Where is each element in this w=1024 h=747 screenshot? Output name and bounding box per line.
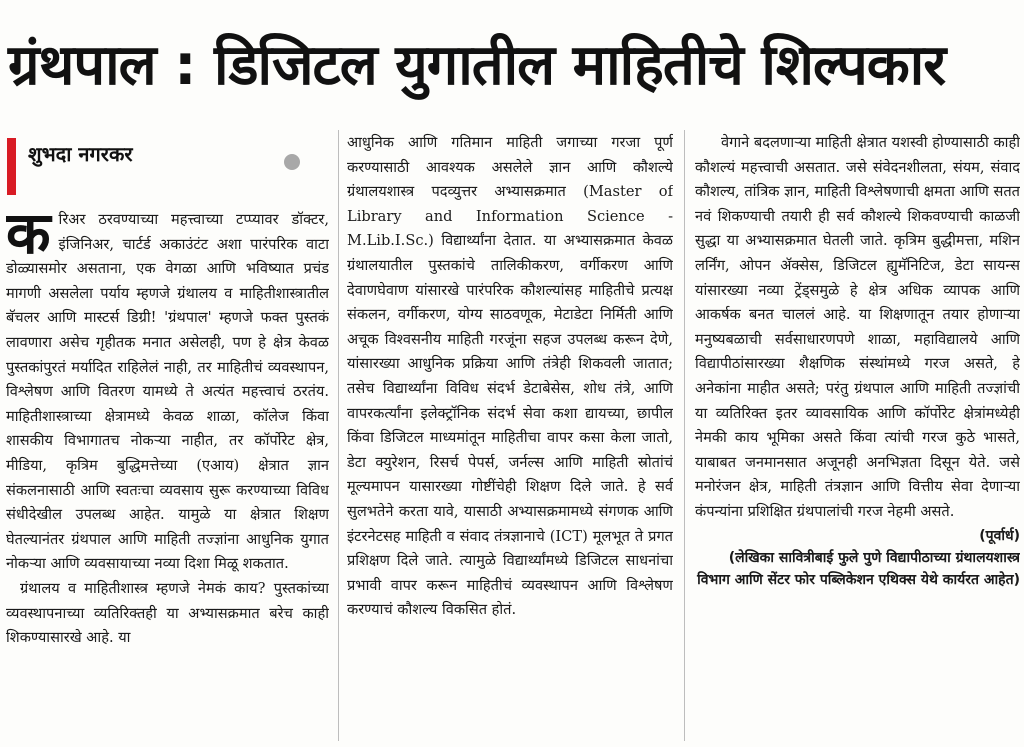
author-note: (लेखिका सावित्रीबाई फुले पुणे विद्यापीठाच्या ग्रंथालयशास्त्र विभाग आणि सेंटर फोर पब्लिकेशन एथिक्स येथे कार्यरत आहेत) (697, 549, 1020, 588)
column-3 (695, 131, 1020, 747)
column-divider (338, 130, 339, 741)
paragraph: ग्रंथालय व माहितीशास्त्र म्हणजे नेमकं काय? पुस्तकांच्या व्यवस्थापनाच्या व्यतिरिक्तही या अभ्यासक्रमात बरेच काही शिकण्यासारखे आहे. या (6, 579, 329, 647)
continued-marker: (पूर्वार्ध) (979, 527, 1020, 544)
drop-cap: क (6, 208, 51, 267)
byline-accent-bar (7, 138, 16, 195)
paragraph: आधुनिक आणि गतिमान माहिती जगाच्या गरजा पूर्ण करण्यासाठी आवश्यक असलेले ज्ञान आणि कौशल्ये ग्रंथालयशास्त्र पदव्युत्तर अभ्यासक्रमात (Master of Library and Information Science - M.Lib.I.Sc.) विद्यार्थ्यांना देतात. या अभ्यासक्रमात केवळ ग्रंथालयातील पुस्तकांचे तालिकीकरण, वर्गीकरण आणि देवाणघेवाण यांसारखे पारंपरिक कौशल्यांसह माहितीचे प्रत्यक्ष संकलन, वर्गीकरण, योग्य साठवणूक, मेटाडेटा निर्मिती आणि अचूक विश्वसनीय माहिती गरजूंना सहज उपलब्ध करून देणे, यांसारख्या आधुनिक प्रक्रिया आणि तंत्रेही शिकवली जातात; तसेच विद्यार्थ्यांना विविध संदर्भ डेटाबेसेस, शोध तंत्रे, आणि वापरकर्त्यांना इलेक्ट्रॉनिक संदर्भ सेवा कशा द्यायच्या, छापील किंवा डिजिटल माध्यमांतून माहितीचा वापर कसा केला जातो, डेटा क्युरेशन, रिसर्च पेपर्स, जर्नल्स आणि माहिती स्रोतांचं मूल्यमापन यासारख्या गोष्टींचेही शिक्षण दिले जाते. हे सर्व सुलभतेने करता यावे, यासाठी अभ्यासक्रमामध्ये संगणक आणि इंटरनेटसह माहिती व संवाद तंत्रज्ञानाचे (ICT) मूलभूत ते प्रगत प्रशिक्षण दिले जाते. त्यामुळे विद्यार्थ्यांमध्ये डिजिटल साधनांचा प्रभावी वापर करून माहितीचं व्यवस्थापन आणि विश्लेषण करण्याचं कौशल्य विकसित होतं. (347, 134, 673, 619)
decorative-dot (284, 154, 300, 170)
column-2 (347, 131, 673, 747)
headline: ग्रंथपाल : डिजिटल युगातील माहितीचे शिल्पकार (8, 33, 946, 98)
byline: शुभदा नगरकर (28, 142, 133, 166)
paragraph: वेगाने बदलणाऱ्या माहिती क्षेत्रात यशस्वी होण्यासाठी काही कौशल्यं महत्त्वाची असतात. जसे संवेदनशीलता, संयम, संवाद कौशल्य, तांत्रिक ज्ञान, माहिती विश्लेषणाची क्षमता आणि सतत नवं शिकण्याची तयारी ही सर्व कौशल्ये शिकवण्याची काळजी सुद्धा या अभ्यासक्रमात घेतली जाते. कृत्रिम बुद्धीमत्ता, मशिन लर्निंग, ओपन ॲक्सेस, डिजिटल ह्युमॅनिटिज, डेटा सायन्स यांसारख्या नव्या ट्रेंड्समुळे हे क्षेत्र अधिक व्यापक आणि आकर्षक बनत चाललं आहे. या शिक्षणातून तयार होणाऱ्या मनुष्यबळाची सर्वसाधारणपणे शाळा, महाविद्यालये आणि विद्यापीठांसारख्या शैक्षणिक संस्थांमध्ये गरज असते, हे अनेकांना माहीत असते; परंतु ग्रंथपाल आणि माहिती तज्ज्ञांची या व्यतिरिक्त इतर व्यावसायिक आणि कॉर्पोरेट क्षेत्रांमध्येही नेमकी काय भूमिका असते किंवा त्यांची गरज कुठे भासते, याबाबत जनमानसात अजूनही अनभिज्ञता दिसून येते. जसे मनोरंजन क्षेत्र, माहिती तंत्रज्ञान आणि वित्तीय सेवा देणाऱ्या कंपन्यांना प्रशिक्षित ग्रंथपालांची गरज नेहमी असते. (695, 134, 1020, 520)
paragraph: रिअर ठरवण्याच्या महत्त्वाच्या टप्प्यावर डॉक्टर, इंजिनिअर, चार्टर्ड अकाउंटंट अशा पारंपरिक वाटा डोळ्यासमोर असताना, एक वेगळा आणि भविष्यात प्रचंड मागणी असलेला पर्याय म्हणजे ग्रंथालय व माहितीशास्त्रातील बॅचलर आणि मास्टर्स डिग्री! 'ग्रंथपाल' म्हणजे फक्त पुस्तकं लावणारा असेच गृहीतक मनात असेलही, पण हे क्षेत्र केवळ पुस्तकांपुरतं मर्यादित राहिलेलं नाही, तर माहितीचं व्यवस्थापन, विश्लेषण आणि वितरण यामध्ये ते अत्यंत महत्त्वाचं ठरतंय. माहितीशास्त्राच्या क्षेत्रामध्ये केवळ शाळा, कॉलेज किंवा शासकीय विभागातच नोकऱ्या नाहीत, तर कॉर्पोरेट क्षेत्र, मीडिया, कृत्रिम बुद्धिमत्तेच्या (एआय) क्षेत्रात ज्ञान संकलनासाठी आणि स्वतःचा व्यवसाय सुरू करण्याच्या विविध संधीदेखील उपलब्ध आहेत. यामुळे या क्षेत्रात शिक्षण घेतल्यानंतर ग्रंथपाल आणि माहिती तज्ज्ञांना आधुनिक युगात नोकऱ्या आणि व्यवसायाच्या नव्या दिशा मिळू शकतात. (6, 211, 329, 573)
column-1 (6, 208, 329, 747)
column-divider (684, 130, 685, 741)
